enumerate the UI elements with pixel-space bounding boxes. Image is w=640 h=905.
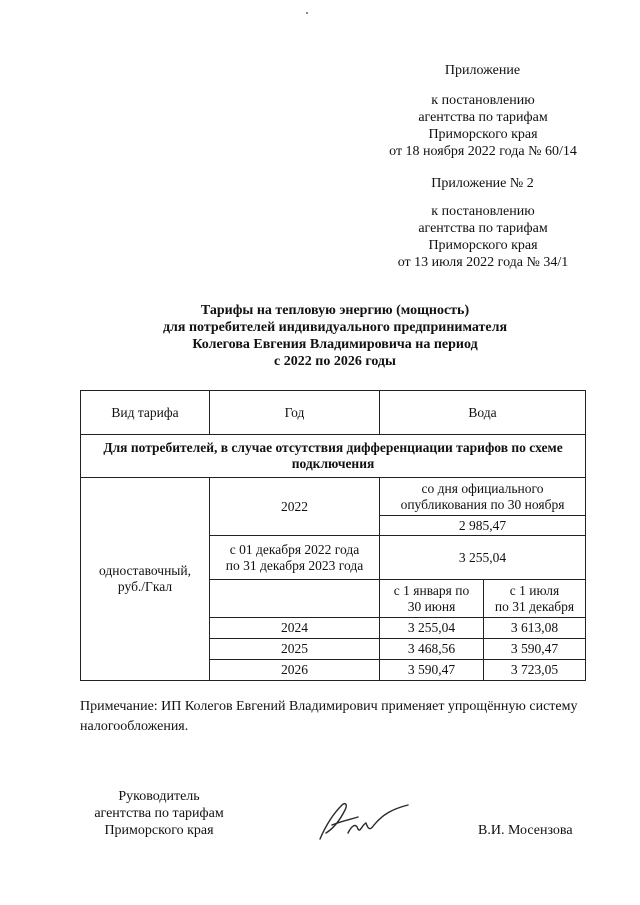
appendix-1-line: от 18 ноября 2022 года № 60/14 [389,144,577,159]
title-line: с 2022 по 2026 годы [274,354,396,369]
value-cell: 3 255,04 [380,618,484,639]
half-line: с 1 января по [393,582,470,598]
period-line: по 31 декабря 2023 года [225,557,364,573]
tariff-table [80,390,586,681]
year-cell: 2025 [210,639,380,660]
period-2023-cell [210,536,380,580]
appendix-2-title: Приложение № 2 [431,176,534,191]
value-cell: 3 723,05 [484,660,586,681]
half-line: по 31 декабря [494,598,575,614]
appendix-2-line: от 13 июля 2022 года № 34/1 [397,255,569,270]
year-cell: 2024 [210,618,380,639]
year-cell: 2026 [210,660,380,681]
second-half-header [484,580,586,618]
title-line: для потребителей индивидуального предпринимателя [162,320,508,335]
value-cell: 3 613,08 [484,618,586,639]
note-text: Примечание: ИП Колегов Евгений Владимирович применяет упрощённую систему налогообложения. [80,699,578,734]
half-line: с 1 июля [509,582,560,598]
period-line: со дня официального [421,480,544,496]
appendix-1-title: Приложение [444,63,521,78]
appendix-2-line: Приморского края [428,238,538,253]
section-row [81,435,586,478]
header-water: Вода [380,391,586,435]
value-2022-cell: 2 985,47 [380,516,586,536]
value-2023-cell: 3 255,04 [380,536,586,580]
appendix-2-body [372,203,594,271]
appendix-1-line: Приморского края [428,127,538,142]
header-year: Год [210,391,380,435]
tariff-name-cell [81,478,210,681]
empty-year-cell [210,580,380,618]
position-line: Руководитель [118,789,200,804]
value-cell: 3 590,47 [380,660,484,681]
table-row [81,478,586,516]
first-half-header [380,580,484,618]
period-line: опубликования по 30 ноября [400,496,565,512]
appendix-1-body [372,92,594,160]
title-line: Тарифы на тепловую энергию (мощность) [200,303,470,318]
appendix-2-line: к постановлению [431,204,535,219]
appendix-1-line: к постановлению [431,93,535,108]
position-line: агентства по тарифам [94,806,224,821]
period-2022-cell [380,478,586,516]
table-header-row [81,391,586,435]
scan-speck [306,12,308,14]
value-cell: 3 468,56 [380,639,484,660]
appendix-1-line: агентства по тарифам [418,110,548,125]
tariff-name-line: одноставочный, [99,563,191,578]
period-line: с 01 декабря 2022 года [229,541,360,557]
document-title [80,302,590,370]
header-tariff-type: Вид тарифа [81,391,210,435]
appendix-2-line: агентства по тарифам [418,221,548,236]
position-line: Приморского края [104,823,214,838]
handwritten-signature [312,795,412,845]
section-label: Для потребителей, в случае отсутствия дифференциации тарифов по схеме подключения [81,435,586,478]
year-2022-cell: 2022 [210,478,380,536]
signatory-position [74,788,244,839]
title-line: Колегова Евгения Владимировича на период [192,337,478,352]
value-cell: 3 590,47 [484,639,586,660]
signatory-name: В.И. Мосензова [478,823,573,838]
half-line: 30 июня [407,598,456,614]
appendix-2-header [395,175,570,192]
tariff-name-line: руб./Гкал [117,579,173,594]
appendix-1-header [395,62,570,79]
